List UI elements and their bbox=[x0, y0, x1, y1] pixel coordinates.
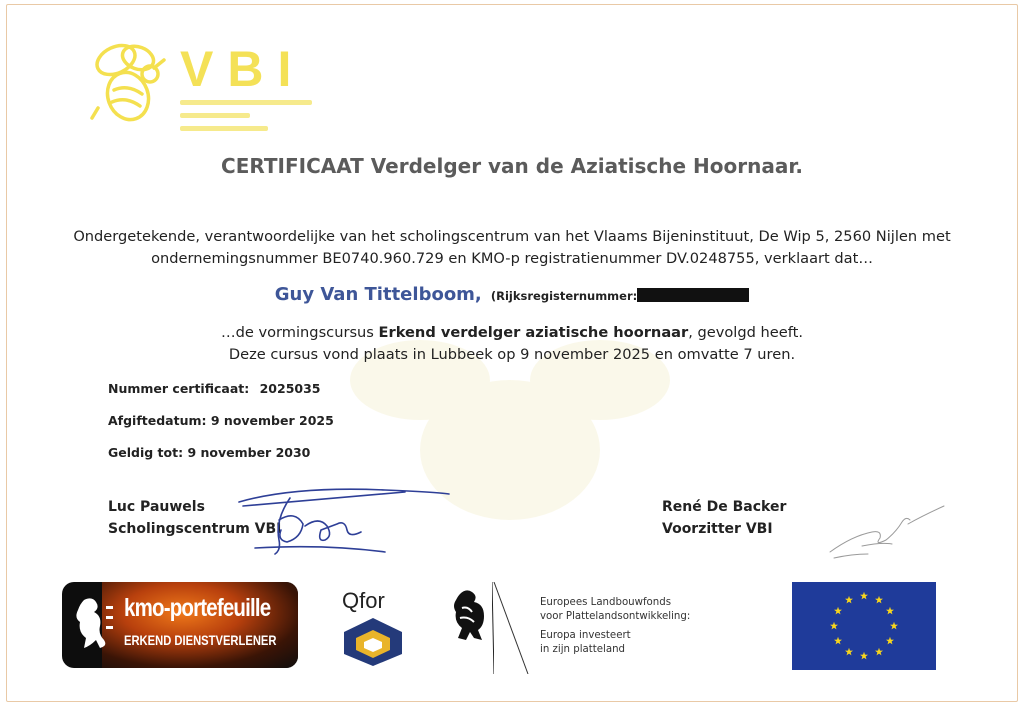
lion-icon bbox=[70, 596, 114, 652]
eu-text-line-1: Europees Landbouwfonds bbox=[540, 597, 672, 608]
valid-until: Geldig tot: 9 november 2030 bbox=[108, 445, 311, 460]
recipient-name: Guy Van Tittelboom, bbox=[274, 284, 482, 305]
signature-rene-de-backer bbox=[822, 502, 952, 562]
eu-text-line-2: voor Plattelandsontwikkeling: bbox=[540, 610, 691, 622]
vbi-logo bbox=[88, 38, 328, 138]
flemish-lion-icon bbox=[450, 588, 490, 644]
intro-paragraph bbox=[40, 226, 984, 270]
qfor-logo-text: Qfor bbox=[342, 588, 385, 613]
signatory-right bbox=[662, 496, 786, 540]
eu-text-line-4: in zijn platteland bbox=[540, 643, 626, 655]
course-line-2: Deze cursus vond plaats in Lubbeek op 9 november 2025 en omvatte 7 uren. bbox=[228, 346, 796, 363]
signatory-right-role: Voorzitter VBI bbox=[662, 521, 773, 537]
eu-text-line-3: Europa investeert bbox=[540, 630, 631, 641]
vbi-logo-tagline bbox=[180, 100, 320, 139]
eu-star bbox=[886, 637, 894, 645]
eu-fund-text bbox=[540, 596, 690, 656]
signatory-right-name: René De Backer bbox=[662, 499, 787, 515]
eu-star bbox=[834, 607, 842, 615]
eu-star bbox=[886, 607, 894, 615]
eu-star bbox=[860, 652, 868, 660]
signatory-left-name: Luc Pauwels bbox=[108, 499, 205, 515]
recipient-line bbox=[0, 284, 1024, 305]
eu-star bbox=[860, 592, 868, 600]
eu-star bbox=[875, 648, 883, 656]
certificate-number-row bbox=[108, 381, 334, 413]
kmo-portefeuille-badge bbox=[62, 582, 298, 668]
issue-date: Afgiftedatum: 9 november 2025 bbox=[108, 413, 334, 428]
certificate-details bbox=[108, 381, 334, 477]
redacted-id bbox=[637, 288, 749, 302]
national-id-label: (Rijksregisternummer: bbox=[490, 289, 638, 303]
intro-line-2: ondernemingsnummer BE0740.960.729 en KMO-p registratienummer DV.0248755, verklaart dat… bbox=[151, 250, 873, 267]
kmo-badge-title: kmo-portefeuille bbox=[124, 594, 271, 622]
eu-star bbox=[830, 622, 838, 630]
course-name: Erkend verdelger aziatische hoornaar bbox=[378, 324, 689, 341]
certificate-title: CERTIFICAAT Verdelger van de Aziatische Hoornaar. bbox=[221, 154, 803, 178]
eu-flag-icon bbox=[792, 582, 936, 670]
eu-star bbox=[845, 596, 853, 604]
eu-star bbox=[834, 637, 842, 645]
intro-line-1: Ondergetekende, verantwoordelijke van het scholingscentrum van het Vlaams Bijeninstituut, De Wip 5, 2560 Nijlen met bbox=[73, 228, 951, 245]
eu-star bbox=[875, 596, 883, 604]
bee-icon bbox=[88, 38, 168, 124]
divider-slash bbox=[492, 582, 532, 674]
qfor-logo bbox=[338, 588, 410, 670]
vbi-logo-text: VBI bbox=[180, 41, 306, 97]
qfor-logo-icon bbox=[342, 616, 404, 668]
signature-luc-pauwels bbox=[235, 480, 455, 560]
eu-flag-stars bbox=[792, 582, 936, 670]
kmo-badge-subtitle: ERKEND DIENSTVERLENER bbox=[124, 632, 277, 648]
certificate-number-label: Nummer certificaat: bbox=[108, 381, 250, 396]
course-prefix: …de vormingscursus bbox=[221, 324, 379, 341]
course-paragraph bbox=[0, 322, 1024, 366]
course-line-1 bbox=[0, 322, 1024, 344]
eu-star bbox=[890, 622, 898, 630]
course-suffix: , gevolgd heeft. bbox=[688, 324, 803, 341]
certificate-number-value: 2025035 bbox=[259, 381, 321, 396]
signatory-left-role: Scholingscentrum VBI bbox=[108, 521, 282, 537]
eu-star bbox=[845, 648, 853, 656]
